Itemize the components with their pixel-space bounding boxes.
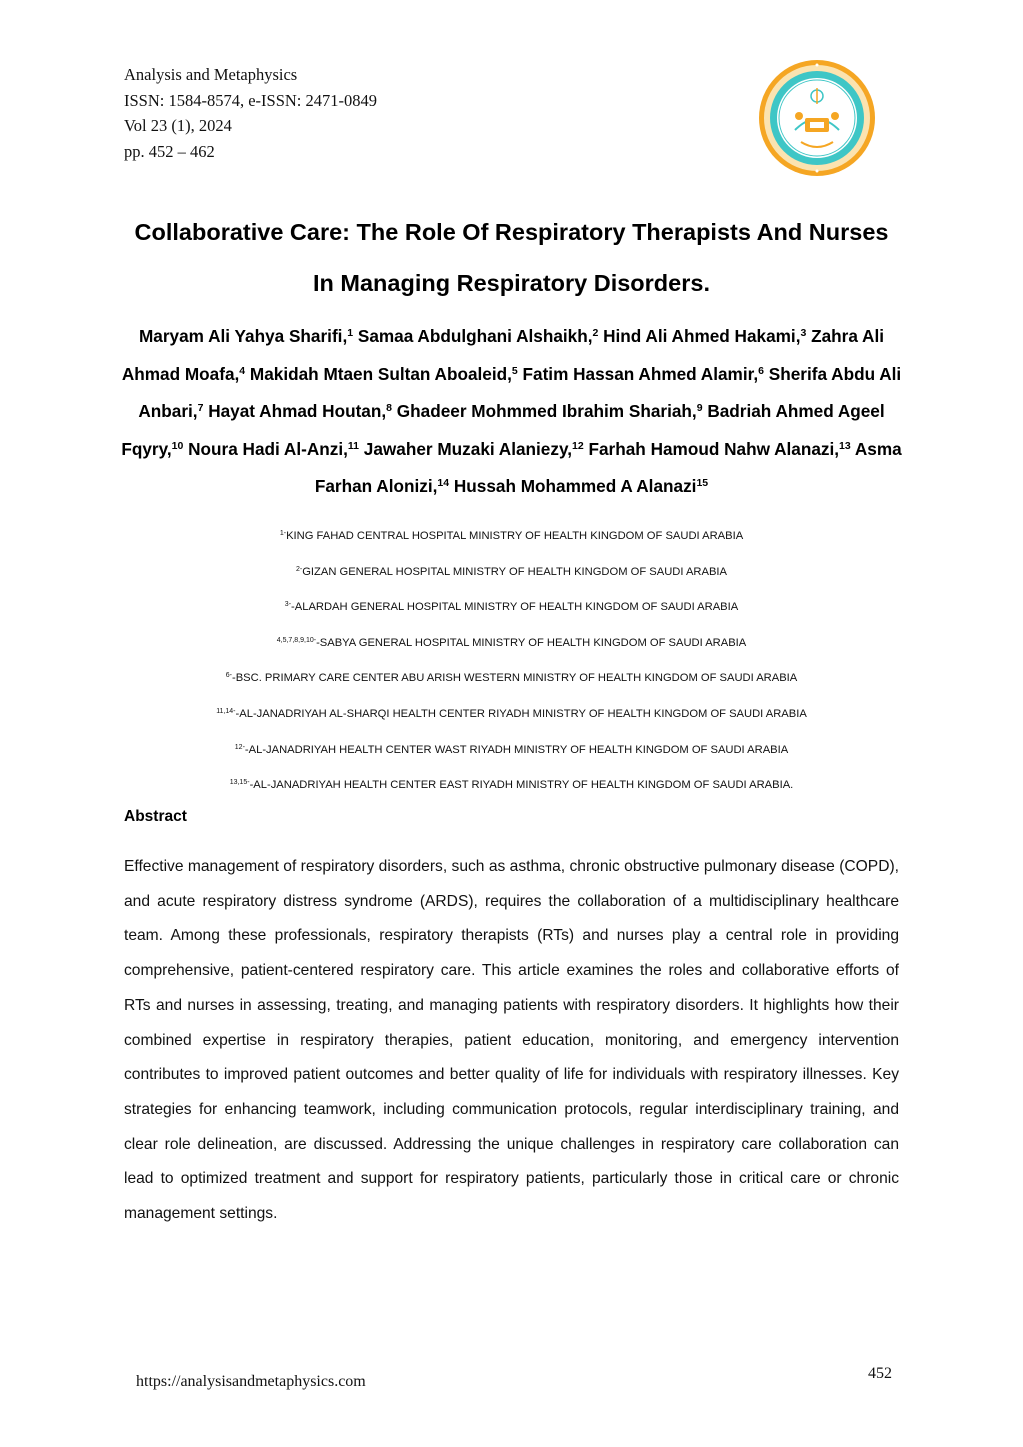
affiliation-item — [100, 555, 923, 591]
affiliation-text: KING FAHAD CENTRAL HOSPITAL MINISTRY OF HEALTH KINGDOM OF SAUDI ARABIA — [286, 530, 744, 542]
author-affiliation-marker: 10 — [171, 439, 184, 452]
author-name: Noura Hadi Al-Anzi, — [188, 438, 348, 459]
affiliation-item — [100, 590, 923, 626]
author-name: Zahra Ali Ahmad Moafa, — [121, 326, 885, 384]
author-name: Ghadeer Mohmmed Ibrahim Shariah, — [396, 401, 697, 421]
abstract-body: Effective management of respiratory disorders, such as asthma, chronic obstructive pulmonary disease (COPD), and acute respiratory distress syndrome (ARDS), requires the collaboration of a multidisciplinary healthcare team. Among these professionals, respiratory therapists (RTs) and nurses play a central role in providing comprehensive, patient-centered respiratory care. This article examines the roles and collaborative efforts of RTs and nurses in assessing, treating, and managing patients with respiratory disorders. It highlights how their combined expertise in respiratory therapies, patient education, monitoring, and emergency intervention contributes to improved patient outcomes and better quality of life for individuals with respiratory illnesses. Key strategies for enhancing teamwork, including communication protocols, regular interdisciplinary training, and clear role delineation, are discussed. Addressing the unique challenges in respiratory care collaboration can lead to optimized treatment and support for respiratory patients, particularly those in critical care or chronic management settings. — [124, 858, 899, 1223]
affiliation-marker: 6- — [225, 672, 232, 680]
author-name: Maryam Ali Yahya Sharifi, — [138, 326, 348, 346]
author-affiliation-marker: 15 — [696, 477, 709, 489]
affiliation-list — [100, 519, 923, 804]
author-affiliation-marker: 14 — [437, 477, 450, 489]
author-name: Fatim Hassan Ahmed Alamir, — [522, 363, 759, 384]
author-name: Hayat Ahmad Houtan, — [208, 401, 387, 421]
author-name: Asma Farhan Alonizi, — [314, 438, 902, 496]
affiliation-text: -AL-JANADRIYAH HEALTH CENTER EAST RIYADH MINISTRY OF HEALTH KINGDOM OF SAUDI ARABIA. — [249, 779, 794, 792]
affiliation-marker: 11,14- — [216, 707, 236, 715]
author-affiliation-marker: 11 — [347, 439, 359, 452]
affiliation-marker: 1- — [279, 530, 287, 537]
affiliation-marker: 13,15- — [229, 779, 250, 787]
author-affiliation-marker: 5 — [511, 364, 518, 377]
author-affiliation-marker: 13 — [839, 439, 851, 452]
affiliation-item — [100, 519, 923, 555]
author-name: Sherifa Abdu Ali Anbari, — [138, 363, 902, 421]
affiliation-item — [100, 697, 923, 733]
abstract-heading: Abstract — [124, 808, 187, 825]
affiliation-text: GIZAN GENERAL HOSPITAL MINISTRY OF HEALTH KINGDOM OF SAUDI ARABIA — [302, 565, 728, 578]
affiliation-item — [100, 626, 923, 662]
author-name: Samaa Abdulghani Alshaikh, — [357, 326, 593, 346]
author-affiliation-marker: 3 — [800, 327, 807, 339]
journal-volume: Vol 23 (1), 2024 — [124, 116, 232, 135]
author-affiliation-marker: 6 — [758, 364, 764, 377]
footer-url[interactable]: https://analysisandmetaphysics.com — [136, 1373, 366, 1390]
author-name: Hind Ali Ahmed Hakami, — [603, 326, 801, 346]
journal-name: Analysis and Metaphysics — [124, 65, 298, 84]
page-number: 452 — [868, 1365, 892, 1382]
affiliation-item — [100, 661, 923, 697]
author-affiliation-marker: 12 — [572, 439, 584, 452]
affiliation-item — [100, 768, 923, 804]
affiliation-text: -BSC. PRIMARY CARE CENTER ABU ARISH WESTERN MINISTRY OF HEALTH KINGDOM OF SAUDI ARABIA — [231, 672, 798, 685]
affiliation-text: -SABYA GENERAL HOSPITAL MINISTRY OF HEALTH KINGDOM OF SAUDI ARABIA — [316, 636, 747, 649]
author-affiliation-marker: 7 — [197, 402, 204, 414]
affiliation-marker: 12- — [234, 743, 245, 751]
affiliation-text: -AL-JANADRIYAH HEALTH CENTER WAST RIYADH MINISTRY OF HEALTH KINGDOM OF SAUDI ARABIA — [244, 743, 789, 756]
affiliation-text: -ALARDAH GENERAL HOSPITAL MINISTRY OF HEALTH KINGDOM OF SAUDI ARABIA — [291, 601, 739, 614]
paper-title — [100, 207, 923, 309]
affiliation-marker: 2- — [295, 565, 303, 573]
title-line-1: Collaborative Care: The Role Of Respiratory Therapists And Nurses — [134, 219, 889, 245]
author-affiliation-marker: 1 — [347, 327, 354, 339]
author-name: Hussah Mohammed A Alanazi — [453, 476, 697, 496]
author-name: Makidah Mtaen Sultan Aboaleid, — [249, 363, 512, 384]
affiliation-marker: 3- — [284, 601, 292, 609]
journal-info — [124, 62, 377, 164]
affiliation-item — [100, 733, 923, 769]
author-affiliation-marker: 8 — [386, 402, 392, 414]
author-name: Jawaher Muzaki Alaniezy, — [363, 438, 573, 459]
author-list — [118, 318, 905, 506]
author-affiliation-marker: 4 — [239, 364, 246, 377]
author-name: Badriah Ahmed Ageel Fqyry, — [121, 401, 885, 459]
journal-pages: pp. 452 – 462 — [124, 141, 215, 161]
author-affiliation-marker: 2 — [592, 327, 599, 339]
journal-issn: ISSN: 1584-8574, e-ISSN: 2471-0849 — [124, 90, 378, 110]
author-name: Farhah Hamoud Nahw Alanazi, — [588, 438, 840, 459]
affiliation-marker: 4,5,7,8,9,10- — [276, 636, 317, 644]
journal-seal-logo — [757, 58, 877, 178]
title-line-2: In Managing Respiratory Disorders. — [313, 270, 710, 296]
author-affiliation-marker: 9 — [696, 402, 703, 414]
affiliation-text: -AL-JANADRIYAH AL-SHARQI HEALTH CENTER RIYADH MINISTRY OF HEALTH KINGDOM OF SAUDI ARABIA — [235, 707, 807, 720]
